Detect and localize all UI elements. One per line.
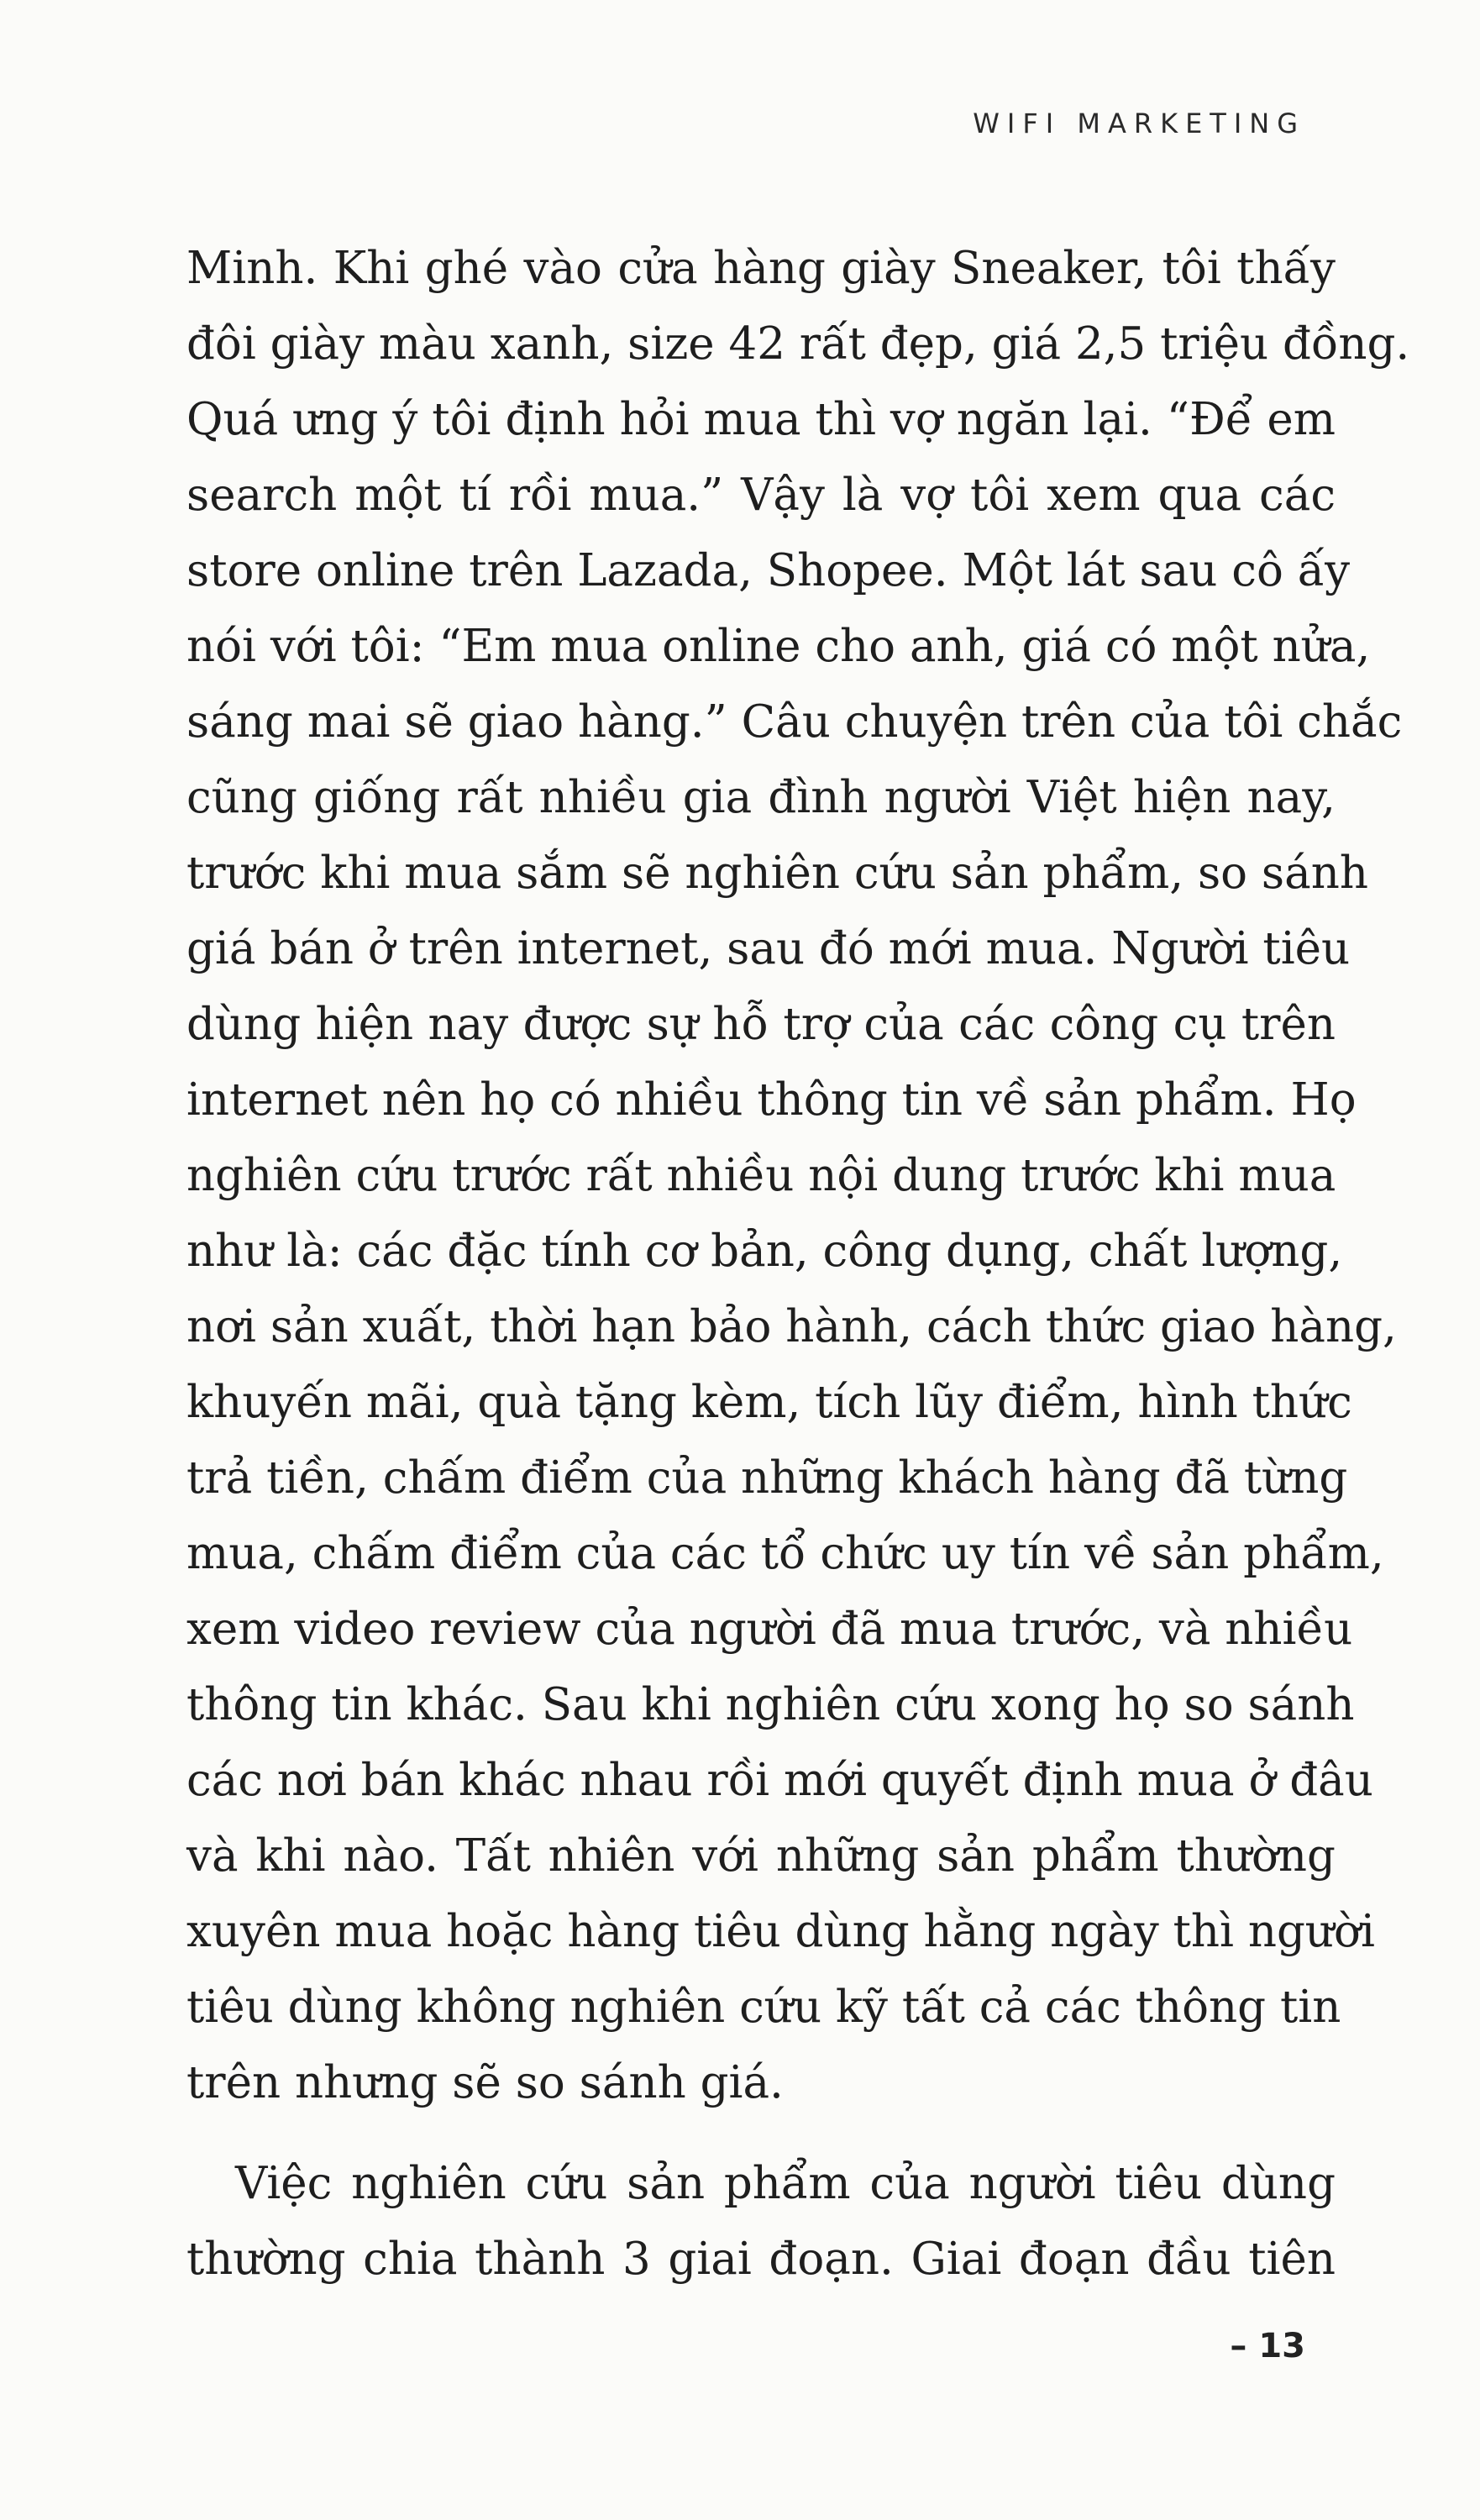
text-line: thường chia thành 3 giai đoạn. Giai đoạn đầu tiên xyxy=(186,2234,1336,2285)
text-line: mua, chấm điểm của các tổ chức uy tín về sản phẩm, xyxy=(186,1528,1384,1579)
text-line: nghiên cứu trước rất nhiều nội dung trước khi mua xyxy=(186,1150,1336,1201)
text-line: search một tí rồi mua.” Vậy là vợ tôi xem qua các xyxy=(186,470,1336,521)
text-line: xuyên mua hoặc hàng tiêu dùng hằng ngày thì người xyxy=(186,1906,1375,1957)
text-line: trên nhưng sẽ so sánh giá. xyxy=(186,2057,784,2108)
text-line: Việc nghiên cứu sản phẩm của người tiêu dùng xyxy=(235,2158,1336,2209)
text-line: các nơi bán khác nhau rồi mới quyết định mua ở đâu xyxy=(186,1755,1373,1806)
text-line: dùng hiện nay được sự hỗ trợ của các công cụ trên xyxy=(186,999,1336,1050)
text-line: Quá ưng ý tôi định hỏi mua thì vợ ngăn lại. “Để em xyxy=(186,394,1336,445)
text-line: giá bán ở trên internet, sau đó mới mua. Người tiêu xyxy=(186,923,1351,974)
text-line: thông tin khác. Sau khi nghiên cứu xong họ so sánh xyxy=(186,1679,1355,1730)
text-line: đôi giày màu xanh, size 42 rất đẹp, giá 2,5 triệu đồng. xyxy=(186,318,1410,370)
text-line: internet nên họ có nhiều thông tin về sản phẩm. Họ xyxy=(186,1074,1357,1126)
text-line: như là: các đặc tính cơ bản, công dụng, chất lượng, xyxy=(186,1226,1343,1277)
body-text xyxy=(186,231,1410,2297)
running-header: WIFI MARKETING xyxy=(973,108,1305,139)
paragraph xyxy=(186,2146,1336,2297)
text-line: và khi nào. Tất nhiên với những sản phẩm thường xyxy=(186,1830,1336,1882)
text-line: tiêu dùng không nghiên cứu kỹ tất cả các thông tin xyxy=(186,1982,1341,2033)
text-line: nói với tôi: “Em mua online cho anh, giá có một nửa, xyxy=(186,621,1371,672)
paragraph-gap xyxy=(186,2121,1336,2146)
text-line: Minh. Khi ghé vào cửa hàng giày Sneaker, tôi thấy xyxy=(186,243,1336,294)
text-line: store online trên Lazada, Shopee. Một lát sau cô ấy xyxy=(186,545,1351,596)
text-line: khuyến mãi, quà tặng kèm, tích lũy điểm, hình thức xyxy=(186,1377,1352,1428)
text-line: trả tiền, chấm điểm của những khách hàng đã từng xyxy=(186,1452,1348,1504)
text-line: sáng mai sẽ giao hàng.” Câu chuyện trên của tôi chắc xyxy=(186,696,1403,748)
paragraph xyxy=(186,231,1410,2121)
text-line: xem video review của người đã mua trước, và nhiều xyxy=(186,1604,1353,1655)
text-line: trước khi mua sắm sẽ nghiên cứu sản phẩm, so sánh xyxy=(186,848,1368,899)
text-line: cũng giống rất nhiều gia đình người Việt hiện nay, xyxy=(186,772,1336,823)
text-line: nơi sản xuất, thời hạn bảo hành, cách thức giao hàng, xyxy=(186,1301,1397,1352)
page-number: – 13 xyxy=(1230,2327,1305,2365)
